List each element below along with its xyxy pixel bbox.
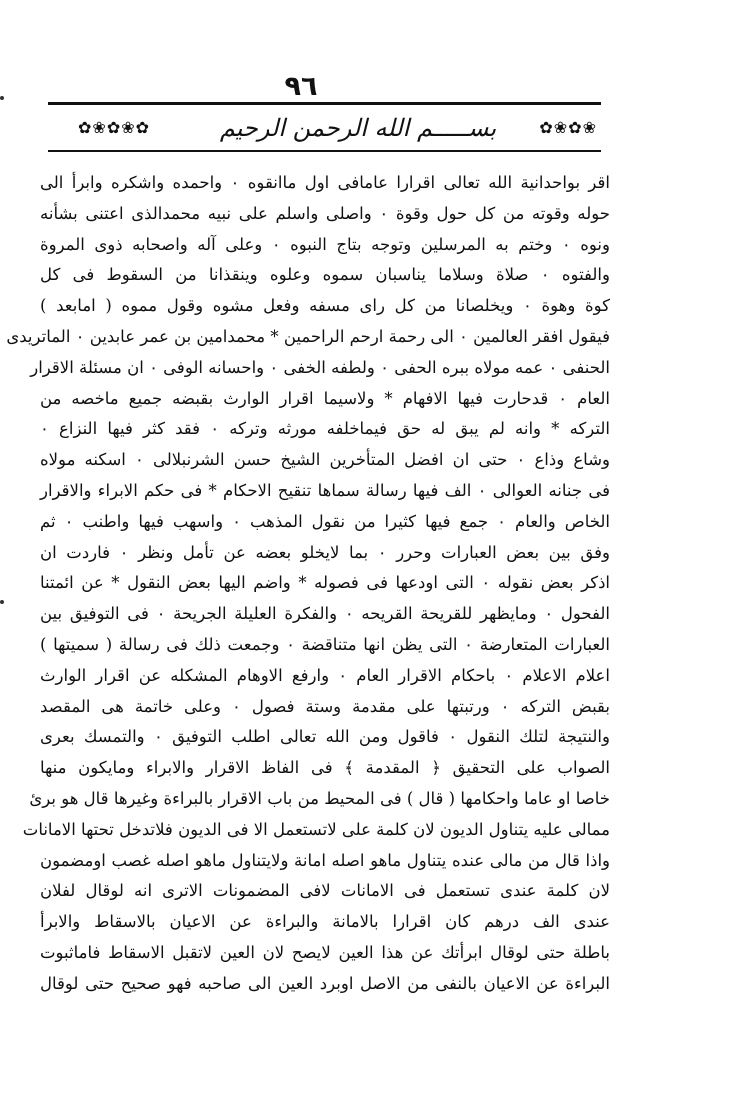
- text-line: اقر بواحدانية الله تعالى اقرارا عامافى اول ماانقوه ۰ واحمده واشكره وابرأ الى: [40, 173, 610, 192]
- text-line: الحنفى ۰ عمه مولاه ببره الحفى ۰ ولطفه الخفى ۰ واحسانه الوفى ۰ ان مسئلة الاقرار: [30, 357, 610, 377]
- text-line: ونوه ۰ وختم به المرسلين وتوجه بتاج النبوه ۰ وعلى آله واصحابه ذوى المروة: [40, 234, 610, 254]
- text-line: العام ۰ قدحارت فيها الافهام * ولاسيما اقرار الوارث بقبضه جميع ماخصه من: [40, 388, 610, 408]
- text-line: خاصا او عاما واحكامها ( قال ) فى المحيط من باب الاقرار بالبراءة وغيرها قال هو برئ: [29, 788, 610, 808]
- ornament-left: ✿❀✿❀✿: [78, 118, 151, 137]
- text-line: واذا قال من مالى عنده يتناول ماهو اصله امانة ولايتناول ماهو اصله غصب اومضمون: [40, 850, 610, 870]
- text-line: التركه * وانه لم يبق له حق فيماخلفه مورثه وتركه ۰ فقد كثر فيها النزاع ۰: [40, 419, 610, 439]
- text-line: عندى الف درهم كان اقرارا بالامانة والبراءة عن الاعيان بالاسقاط والابرأ: [40, 912, 610, 932]
- text-line: اذكر بعض نقوله ۰ التى اودعها فى فصوله * واضم اليها بعض النقول * عن ائمتنا: [40, 573, 611, 593]
- body-text: [6, 168, 611, 1000]
- text-line: الفحول ۰ ومايظهر للقريحة القريحه ۰ والفكرة العليلة الجريحة ۰ فى التوفيق بين: [40, 604, 611, 624]
- text-line: الصواب على التحقيق ﴿ المقدمة ﴾ فى الفاظ الاقرار والابراء ومايكون منها: [40, 758, 610, 778]
- text-line: لان كلمة عندى تستعمل فى الامانات لافى المضمونات الاترى انه لوقال لفلان: [40, 881, 610, 901]
- text-line: فيقول افقر العالمين ۰ الى رحمة ارحم الراحمين * محمدامين بن عمر عابدين ۰ الماتريدى: [6, 326, 610, 346]
- text-line: وفق بين بعض العبارات وحرر ۰ بما لايخلو بعضه عن تأمل ونظر ۰ فاردت ان: [40, 542, 610, 562]
- ornament-right: ✿❀✿❀: [539, 118, 597, 137]
- text-line: باطلة حتى لوقال ابرأتك عن هذا العين لايصح لان العين لاتقبل الاسقاط فاماثبوت: [40, 942, 610, 962]
- text-line: والفتوه ۰ صلاة وسلاما يناسبان سموه وعلوه وينقذانا من السقوط فى كل: [40, 265, 610, 285]
- page-number: ٩٦: [284, 71, 318, 102]
- text-line: ممالى عليه يتناول الديون لان كلمة على لاتستعمل الا فى الديون فلاتدخل تحتها الامانات: [22, 819, 610, 839]
- text-line: فى جنانه العوالى ۰ الف فيها رسالة سماها تنقيح الاحكام * فى حكم الابراء والاقرار: [40, 480, 610, 500]
- text-line: العبارات المتعارضة ۰ التى يظن انها متناقضة ۰ وجمعت ذلك فى رسالة ( سميتها ): [40, 634, 610, 654]
- text-line: الخاص والعام ۰ جمع فيها كثيرا من نقول المذهب ۰ واسهب فيها واطنب ۰ ثم: [40, 511, 611, 531]
- header-bottom-rule: [48, 150, 601, 152]
- text-line: وشاع وذاع ۰ حتى ان افضل المتأخرين الشيخ حسن الشرنبلالى ۰ اسكنه مولاه: [40, 450, 610, 470]
- text-line: حوله وقوته من كل حول وقوة ۰ واصلى واسلم على نبيه محمدالذى اعتنى بشأنه: [40, 203, 610, 223]
- basmala: بســـــم الله الرحمن الرحيم: [219, 114, 497, 142]
- margin-dot: [0, 96, 4, 100]
- text-line: والنتيجة لتلك النقول ۰ فاقول ومن الله تعالى اطلب التوفيق ۰ والتمسك بعرى: [40, 727, 610, 747]
- header-top-rule: [48, 102, 601, 105]
- margin-dot: [0, 600, 4, 604]
- header-band: [48, 108, 601, 148]
- text-line: اعلام الاعلام ۰ باحكام الاقرار العام ۰ وارفع الاوهام المشكله عن اقرار الوارث: [40, 665, 610, 685]
- text-line: كوة وهوة ۰ ويخلصانا من كل راى مسفه وفعل مشوه وقول مموه ( امابعد ): [40, 296, 610, 316]
- text-line: بقبض التركه ۰ ورتبتها على مقدمة وستة فصول ۰ وعلى خاتمة هى المقصد: [40, 696, 610, 716]
- text-line: البراءة عن الاعيان بالنفى من الاصل اوبرد العين الى صاحبه فهو صحيح حتى لوقال: [40, 973, 610, 993]
